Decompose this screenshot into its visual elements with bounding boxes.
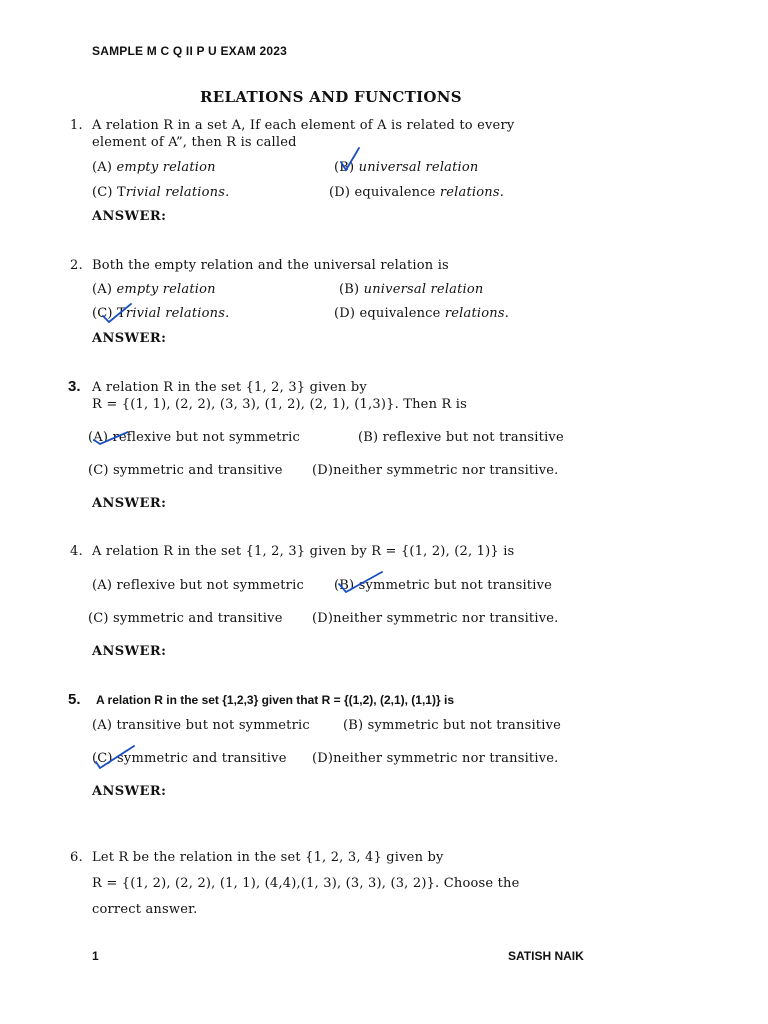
checkmark-icon xyxy=(92,426,132,448)
checkmark-icon xyxy=(100,300,134,326)
page-number: 1 xyxy=(92,949,99,963)
question-5-line-1: A relation R in the set {1,2,3} given that R = {(1,2), (2,1), (1,1)} is xyxy=(96,693,454,707)
question-5-option-c: (C) symmetric and transitive xyxy=(92,751,287,766)
author-name: SATISH NAIK xyxy=(508,949,584,963)
question-3-answer-label: ANSWER: xyxy=(92,496,167,511)
question-4-line-1: A relation R in the set {1, 2, 3} given by R = {(1, 2), (2, 1)} is xyxy=(92,544,515,559)
question-6-line-2: R = {(1, 2), (2, 2), (1, 1), (4,4),(1, 3), (3, 3), (3, 2)}. Choose the xyxy=(92,876,520,891)
question-2-option-c: (C) Trivial relations. xyxy=(92,306,230,321)
question-4-number: 4. xyxy=(70,544,83,559)
question-5-option-b: (B) symmetric but not transitive xyxy=(343,718,562,733)
question-1-line-2: element of A”, then R is called xyxy=(92,135,297,150)
question-5-option-d: (D)neither symmetric nor transitive. xyxy=(312,751,559,766)
checkmark-icon xyxy=(338,146,362,176)
question-3-option-d: (D)neither symmetric nor transitive. xyxy=(312,463,559,478)
question-1-option-a: (A) empty relation xyxy=(92,160,216,175)
question-3-option-b: (B) reflexive but not transitive xyxy=(358,430,564,445)
question-3-number: 3. xyxy=(68,378,81,395)
question-6-number: 6. xyxy=(70,850,83,865)
page-header: SAMPLE M C Q II P U EXAM 2023 xyxy=(92,44,287,58)
question-1-line-1: A relation R in a set A, If each element of A is related to every xyxy=(92,118,515,133)
question-3-line-2: R = {(1, 1), (2, 2), (3, 3), (1, 2), (2, 1), (1,3)}. Then R is xyxy=(92,397,468,412)
page-title: RELATIONS AND FUNCTIONS xyxy=(200,88,462,106)
question-4-option-b: (B) symmetric but not transitive xyxy=(334,578,553,593)
question-3-option-c: (C) symmetric and transitive xyxy=(88,463,283,478)
question-4-option-d: (D)neither symmetric nor transitive. xyxy=(312,611,559,626)
question-4-answer-label: ANSWER: xyxy=(92,644,167,659)
question-2-number: 2. xyxy=(70,258,83,273)
question-3-option-a: (A) reflexive but not symmetric xyxy=(88,430,300,445)
question-1-number: 1. xyxy=(70,118,83,133)
question-5-number: 5. xyxy=(68,691,81,708)
question-2-answer-label: ANSWER: xyxy=(92,331,167,346)
question-2-option-b: (B) universal relation xyxy=(339,282,484,297)
question-2-option-d: (D) equivalence relations. xyxy=(334,306,510,321)
question-2-option-a: (A) empty relation xyxy=(92,282,216,297)
question-6-line-1: Let R be the relation in the set {1, 2, 3, 4} given by xyxy=(92,850,444,865)
question-4-option-a: (A) reflexive but not symmetric xyxy=(92,578,304,593)
question-1-answer-label: ANSWER: xyxy=(92,209,167,224)
question-5-answer-label: ANSWER: xyxy=(92,784,167,799)
question-1-option-b: (B) universal relation xyxy=(334,160,479,175)
question-2-line-1: Both the empty relation and the universal relation is xyxy=(92,258,449,273)
question-5-option-a: (A) transitive but not symmetric xyxy=(92,718,310,733)
checkmark-icon xyxy=(92,742,138,772)
question-1-option-d: (D) equivalence relations. xyxy=(329,185,505,200)
question-4-option-c: (C) symmetric and transitive xyxy=(88,611,283,626)
question-6-line-3: correct answer. xyxy=(92,902,198,917)
question-3-line-1: A relation R in the set {1, 2, 3} given by xyxy=(92,380,367,395)
checkmark-icon xyxy=(336,570,386,596)
question-1-option-c: (C) Trivial relations. xyxy=(92,185,230,200)
